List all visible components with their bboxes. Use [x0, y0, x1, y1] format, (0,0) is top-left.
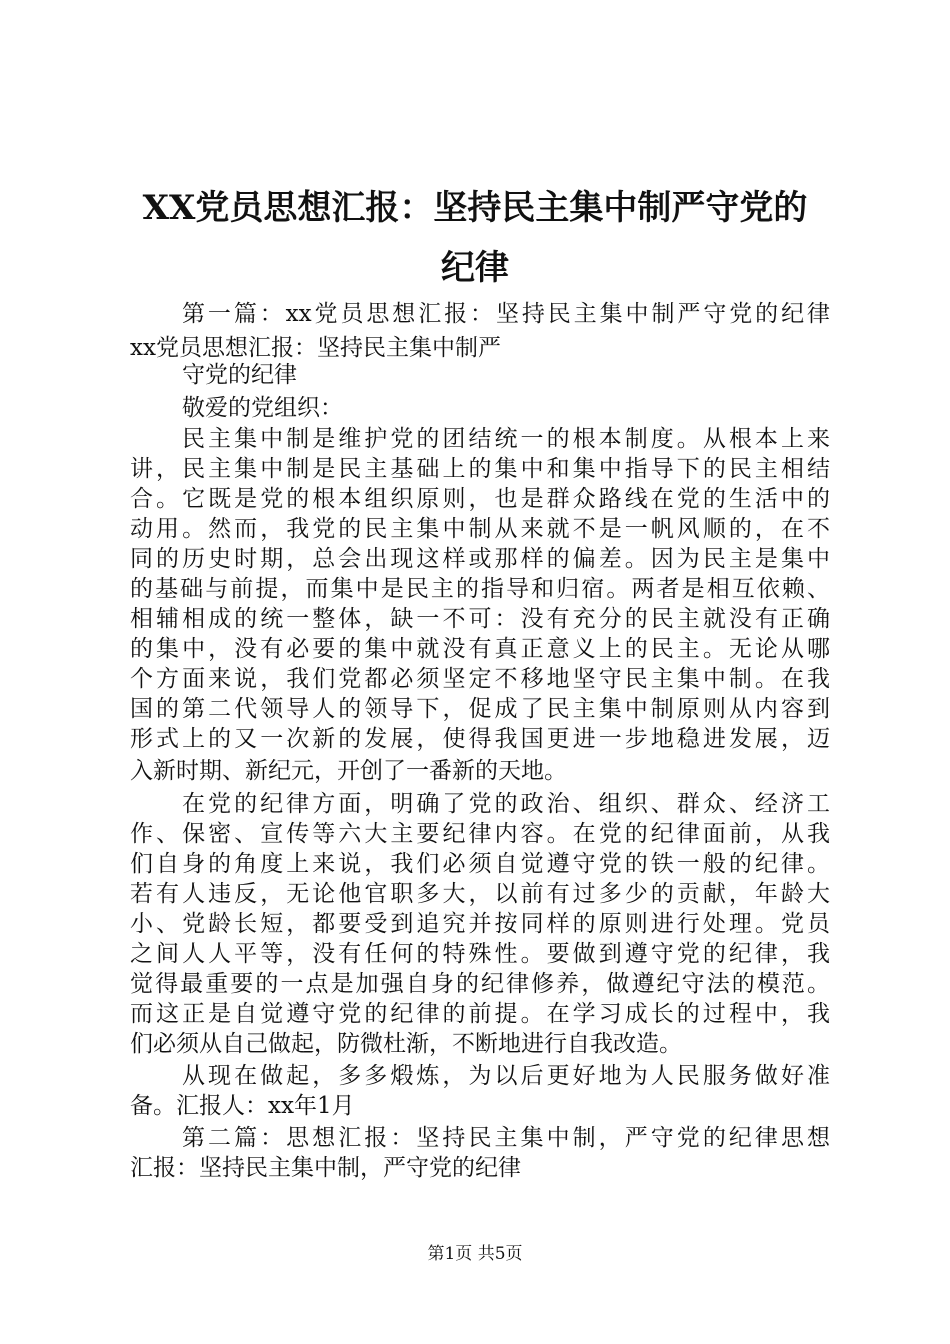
body-line: 从现在做起，多多煅炼，为以后更好地为人民服务做好准: [182, 1063, 830, 1089]
body-line: 敬爱的党组织：: [182, 395, 343, 421]
body-line: 第二篇：思想汇报：坚持民主集中制，严守党的纪律思想: [182, 1125, 830, 1151]
body-line: 相辅相成的统一整体，缺一不可：没有充分的民主就没有正确: [130, 606, 830, 632]
body-line: 第一篇：xx党员思想汇报：坚持民主集中制严守党的纪律: [182, 301, 830, 327]
body-line: 入新时期、新纪元，开创了一番新的天地。: [130, 758, 567, 784]
body-line: 讲，民主集中制是民主基础上的集中和集中指导下的民主相结: [130, 456, 830, 482]
body-line: 之间人人平等，没有任何的特殊性。要做到遵守党的纪律，我: [130, 941, 830, 967]
body-line: 小、党龄长短，都要受到追究并按同样的原则进行处理。党员: [130, 911, 830, 937]
body-line: 备。汇报人：xx年1月: [130, 1093, 355, 1119]
body-line: 同的历史时期，总会出现这样或那样的偏差。因为民主是集中: [130, 546, 830, 572]
document-title-line-2: 纪律: [441, 248, 509, 288]
body-line: 们必须从自己做起，防微杜渐，不断地进行自我改造。: [130, 1031, 682, 1057]
body-line: 民主集中制是维护党的团结统一的根本制度。从根本上来: [182, 426, 830, 452]
body-line: 个方面来说，我们党都必须坚定不移地坚守民主集中制。在我: [130, 666, 830, 692]
body-line: 觉得最重要的一点是加强自身的纪律修养，做遵纪守法的模范。: [130, 971, 830, 997]
body-line: 守党的纪律: [182, 362, 297, 388]
document-title-line-1: XX党员思想汇报：坚持民主集中制严守党的: [142, 188, 808, 228]
body-line: 的集中，没有必要的集中就没有真正意义上的民主。无论从哪: [130, 636, 830, 662]
page-footer: 第1页 共5页: [427, 1244, 523, 1264]
body-line: 在党的纪律方面，明确了党的政治、组织、群众、经济工: [182, 791, 830, 817]
body-line: 而这正是自觉遵守党的纪律的前提。在学习成长的过程中，我: [130, 1001, 830, 1027]
body-line: 汇报：坚持民主集中制，严守党的纪律: [130, 1155, 521, 1181]
body-line: 的基础与前提，而集中是民主的指导和归宿。两者是相互依赖、: [130, 576, 830, 602]
body-line: 作、保密、宣传等六大主要纪律内容。在党的纪律面前，从我: [130, 821, 830, 847]
body-line: 合。它既是党的根本组织原则，也是群众路线在党的生活中的: [130, 486, 830, 512]
body-line: xx党员思想汇报：坚持民主集中制严: [130, 335, 501, 361]
body-line: 们自身的角度上来说，我们必须自觉遵守党的铁一般的纪律。: [130, 851, 830, 877]
body-line: 形式上的又一次新的发展，使得我国更进一步地稳进发展，迈: [130, 726, 830, 752]
body-line: 若有人违反，无论他官职多大，以前有过多少的贡献，年龄大: [130, 881, 830, 907]
body-line: 动用。然而，我党的民主集中制从来就不是一帆风顺的，在不: [130, 516, 830, 542]
body-line: 国的第二代领导人的领导下，促成了民主集中制原则从内容到: [130, 696, 830, 722]
